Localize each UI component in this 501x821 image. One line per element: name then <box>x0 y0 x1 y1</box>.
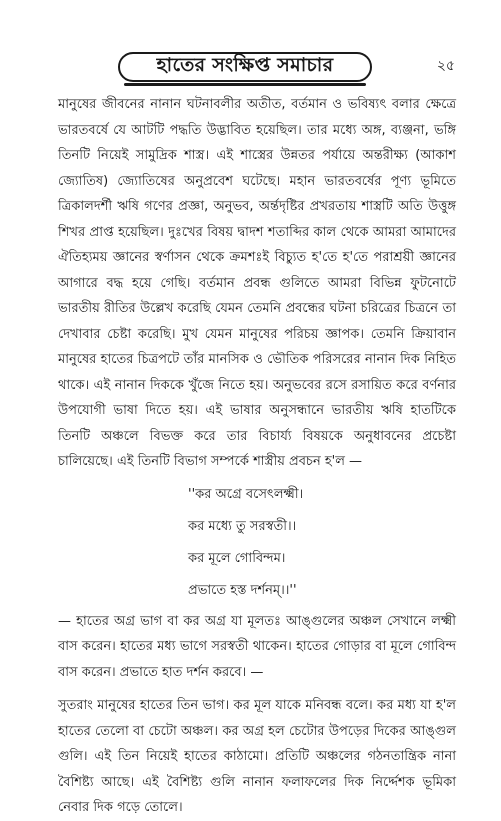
chapter-title-banner <box>118 52 372 82</box>
page-number: ২৫ <box>436 58 455 74</box>
chapter-title: হাতের সংক্ষিপ্ত সমাচার <box>156 54 334 76</box>
paragraph-intro: মানুষের জীবনের নানান ঘটনাবলীর অতীত, বর্তমান ও ভবিষ্যৎ বলার ক্ষেত্রে ভারতবর্ষে যে আটটি পদ্ধতি উদ্ভাবিত হয়েছিল। তার মধ্যে অঙ্গ, ব্যঞ্জনা, ভঙ্গি তিনটি নিয়েই সামুদ্রিক শাস্ত্র। এই শাস্ত্রের উন্নতর পর্যায়ে অন্তরীক্ষ্য (আকাশ জ্যোতিষ) জ্যোতিষের অনুপ্রবেশ ঘটেছে। মহান ভারতবর্ষের পূণ্য ভূমিতে ত্রিকালদর্শী ঋষি গণের প্রজ্ঞা, অনুভব, অর্ন্তদৃষ্টির প্রখরতায় শাস্ত্রটি অতি উত্তুঙ্গ শিখর প্রাপ্ত হয়েছিল। দুঃখের বিষয় দ্বাদশ শতাব্দির কাল থেকে আমরা আমাদের ঐতিহ্যময় জ্ঞানের স্বর্ণাসন থেকে ক্রমশঃই বিচ্যুত হ'তে হ'তে পরাশ্রয়ী জ্ঞানের আগারে বদ্ধ হয়ে গেছি। বর্তমান প্রবন্ধ গুলিতে আমরা বিভিন্ন ফুটনোটে ভারতীয় রীতির উল্লেখ করেছি যেমন তেমনি প্রবন্ধের ঘটনা চরিত্রের চিত্রনে তা দেখাবার চেষ্টা করেছি। মুখ যেমন মানুষের পরিচয় জ্ঞাপক। তেমনি ক্রিয়াবান মানুষের হাতের চিত্রপটে তাঁর মানসিক ও ভৌতিক পরিসরের নানান দিক নিহিত থাকে। এই নানান দিককে খুঁজে নিতে হয়। অনুভবের রসে রসায়িত করে বর্ণনার উপযোগী ভাষা দিতে হয়। এই ভাষার অনুসন্ধানে ভারতীয় ঋষি হাতটিকে তিনটি অঞ্চলে বিভক্ত করে তার বিচার্য্য বিষয়কে অনুধাবনের প্রচেষ্টা চালিয়েছে। এই তিনটি বিভাগ সম্পর্কে শাস্ত্রীয় প্রবচন হ'ল — <box>58 97 456 469</box>
verse-line: কর মধ্যে তু সরস্বতী।। <box>188 518 297 534</box>
verse-line: ''কর অগ্রে বসেৎলক্ষ্মী। <box>188 486 304 502</box>
verse-block <box>58 479 456 607</box>
verse-line: কর মূলে গোবিন্দম। <box>188 550 286 566</box>
page-header <box>0 52 501 86</box>
paragraph-conclusion: সুতরাং মানুষের হাতের তিন ভাগ। কর মূল যাকে মনিবন্ধ বলে। কর মধ্য যা হ'ল হাতের তেলো বা চেটো অঞ্চল। কর অগ্র হল চেটোর উপড়ের দিকের আঙ্গুল গুলি। এই তিন নিয়েই হাতের কাঠামো। প্রতিটি অঞ্চলের গঠনতান্ত্রিক নানা বৈশিষ্ট্য আছে। এই বৈশিষ্ট্য গুলি নানান ফলাফলের দিক নির্দ্দেশক ভূমিকা নেবার দিক গড়ে তোলে। <box>58 698 456 815</box>
verse-line: প্রভাতে হস্ত দর্শনম্।।'' <box>188 582 297 598</box>
page-body <box>58 92 456 821</box>
paragraph-explanation: — হাতের অগ্র ভাগ বা কর অগ্র যা মূলতঃ আঙ্গুলের অঞ্চল সেখানে লক্ষ্মী বাস করেন। হাতের মধ্য ভাগে সরস্বতী থাকেন। হাতের গোড়ার বা মূলে গোবিন্দ বাস করেন। প্রভাতে হাত দর্শন করবে। — <box>58 613 456 680</box>
